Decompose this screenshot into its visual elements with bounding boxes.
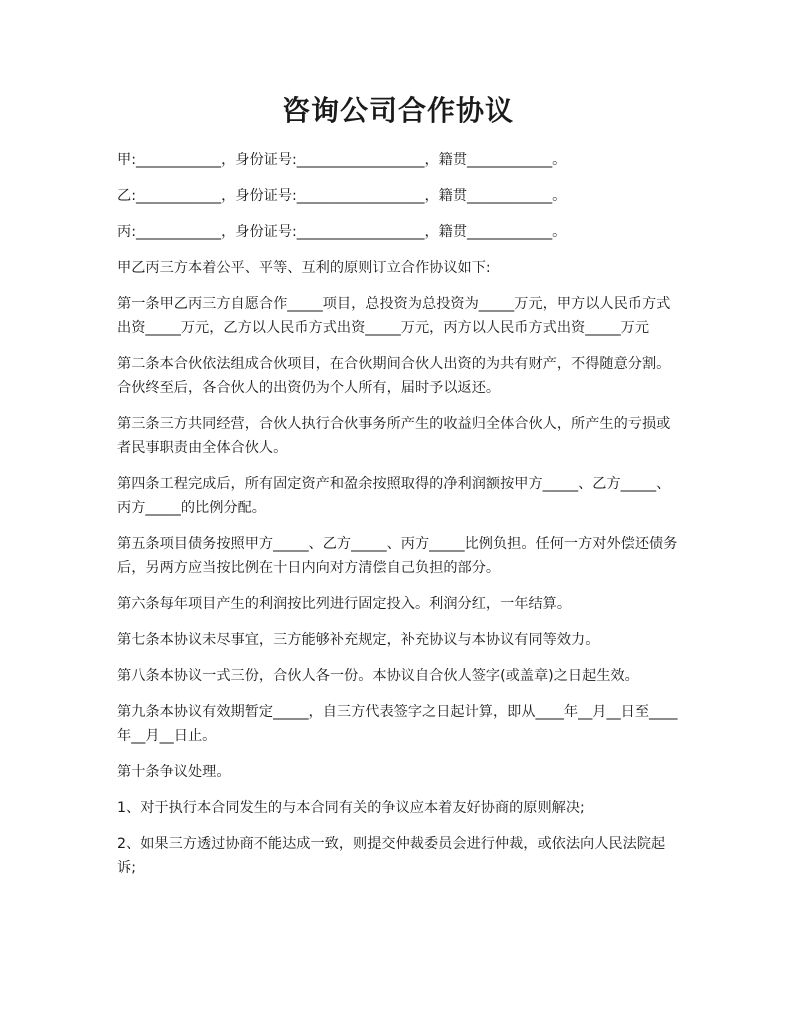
document-title: 咨询公司合作协议 [281, 94, 514, 127]
article-5: 第五条项目债务按照甲方_____、乙方_____、丙方_____比例负担。任何一方对外偿还债务后，另两方应当按比例在十日内向对方清偿自己负担的部分。 [117, 536, 678, 576]
article-6: 第六条每年项目产生的利润按比列进行固定投入。利润分红，一年结算。 [117, 596, 572, 612]
dispute-clause-1: 1、对于执行本合同发生的与本合同有关的争议应本着友好协商的原则解决; [117, 800, 585, 816]
dispute-clause-2: 2、如果三方透过协商不能达成一致，则提交仲裁委员会进行仲裁，或依法向人民法院起诉; [117, 836, 666, 876]
article-9: 第九条本协议有效期暂定_____，自三方代表签字之日起计算，即从____年__月__日至____年__月__日止。 [117, 704, 678, 744]
article-1: 第一条甲乙丙三方自愿合作_____项目，总投资为总投资为_____万元，甲方以人民币方式出资_____万元，乙方以人民币方式出资_____万元，丙方以人民币方式出资_____万元 [117, 296, 671, 336]
article-4: 第四条工程完成后，所有固定资产和盈余按照取得的净利润额按甲方_____、乙方_____、丙方_____的比例分配。 [117, 476, 671, 516]
party-a-line: 甲:____________，身份证号:__________________，籍贯____________。 [117, 152, 567, 168]
party-b-line: 乙:____________，身份证号:__________________，籍贯____________。 [117, 188, 567, 204]
article-3: 第三条三方共同经营，合伙人执行合伙事务所产生的收益归全体合伙人，所产生的亏损或者民事职责由全体合伙人。 [117, 416, 671, 456]
article-10: 第十条争议处理。 [117, 764, 231, 780]
party-c-line: 丙:____________，身份证号:__________________，籍贯____________。 [117, 224, 567, 240]
intro-paragraph: 甲乙丙三方本着公平、平等、互利的原则订立合作协议如下: [117, 260, 491, 276]
document-body [117, 148, 679, 892]
article-8: 第八条本协议一式三份，合伙人各一份。本协议自合伙人签字(或盖章)之日起生效。 [117, 668, 639, 684]
article-2: 第二条本合伙依法组成合伙项目，在合伙期间合伙人出资的为共有财产，不得随意分割。合伙终至后，各合伙人的出资仍为个人所有，届时予以返还。 [117, 356, 671, 396]
article-7: 第七条本协议未尽事宜，三方能够补充规定，补充协议与本协议有同等效力。 [117, 632, 600, 648]
